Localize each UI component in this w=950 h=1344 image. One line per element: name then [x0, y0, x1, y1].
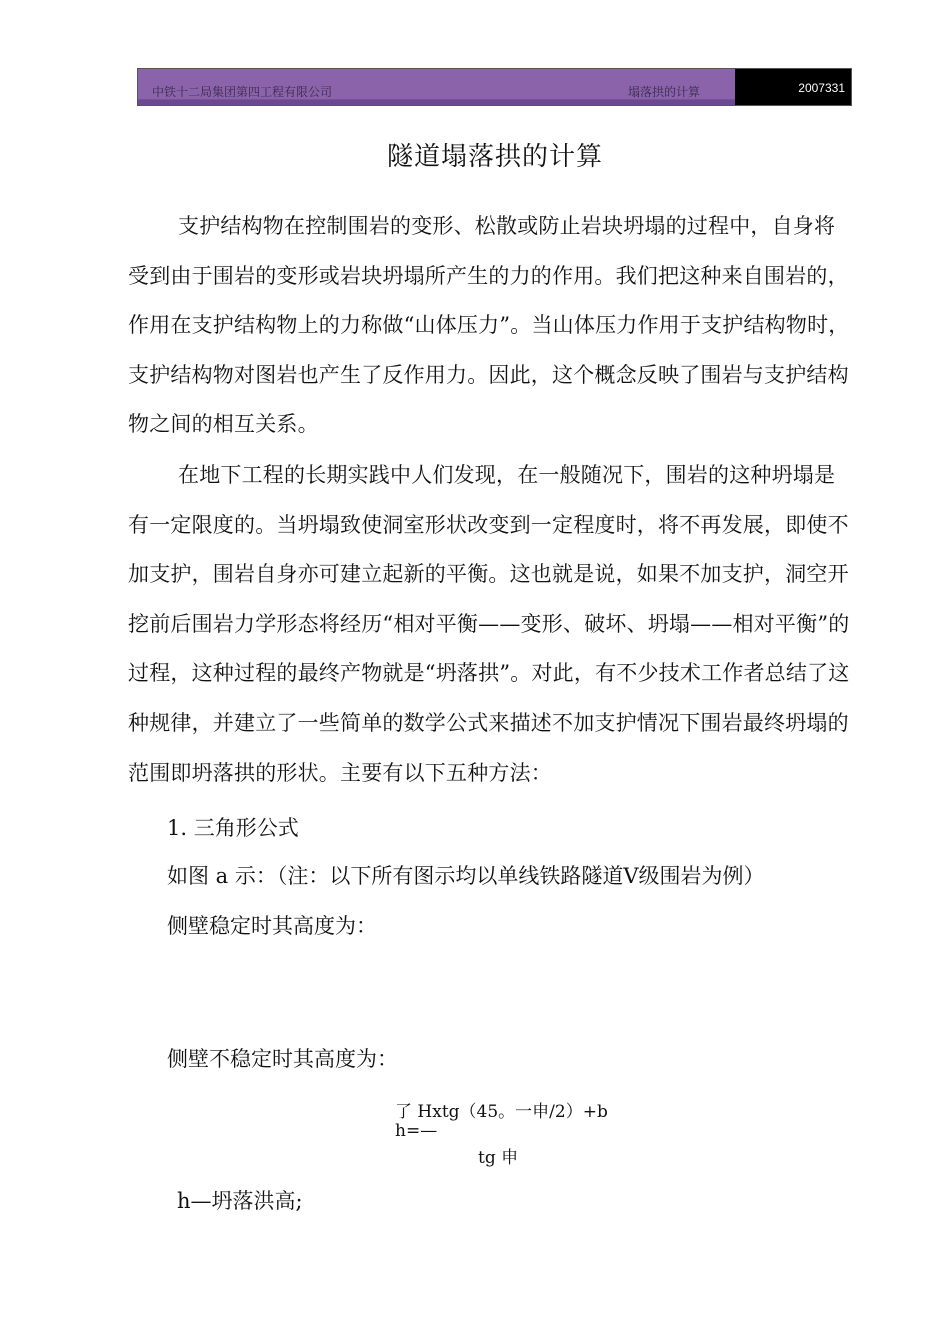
header-topic: 塌落拱的计算: [628, 85, 701, 99]
page-title: 隧道塌落拱的计算: [386, 142, 603, 172]
formula-denominator: tg 申: [478, 1148, 519, 1168]
stable-wall-text: 侧壁稳定时其高度为：: [167, 914, 377, 938]
paragraph-collapse-arch: 在地下工程的长期实践中人们发现，在一般随况下，围岩的这种坍塌是有一定限度的。当坍塌致使洞室形状改变到一定程度时，将不再发展，即使不加支护，围岩自身亦可建立起新的平衡。这也就是说，如果不加支护，洞空开挖前后围岩力学形态将经历“相对平衡——变形、破坏、坍塌——相对平衡”的过程，这种过程的最终产物就是“坍落拱”。对此，有不少技术工作者总结了这种规律，并建立了一些简单的数学公式来描述不加支护情况下围岩最终坍塌的范围即坍落拱的形状。主要有以下五种方法：: [128, 463, 850, 785]
formula-numerator: 了 Hxtg（45。一申/2）+b: [395, 1102, 608, 1122]
paragraph-intro: 支护结构物在控制围岩的变形、松散或防止岩块坍塌的过程中，自身将受到由于围岩的变形或岩块坍塌所产生的力的作用。我们把这种来自围岩的，作用在支护结构物上的力称做“山体压力”。当山体压力作用于支护结构物时，支护结构物对图岩也产生了反作用力。因此，这个概念反映了围岩与支护结构物之间的相互关系。: [128, 214, 850, 437]
header-underline: [138, 100, 735, 105]
definition-h: h—坍落洪高;: [177, 1189, 303, 1213]
figure-note: 如图 a 示：（注：以下所有图示均以单线铁路隧道Ⅴ级围岩为例）: [167, 864, 765, 888]
header-code: 2007331: [735, 69, 851, 105]
page-header: [137, 68, 852, 106]
formula-lhs: h=—: [395, 1121, 438, 1141]
unstable-wall-text: 侧壁不稳定时其高度为：: [167, 1047, 398, 1071]
header-company: 中铁十二局集团第四工程有限公司: [152, 85, 333, 99]
section-heading-triangle-formula: 1. 三角形公式: [167, 816, 299, 840]
